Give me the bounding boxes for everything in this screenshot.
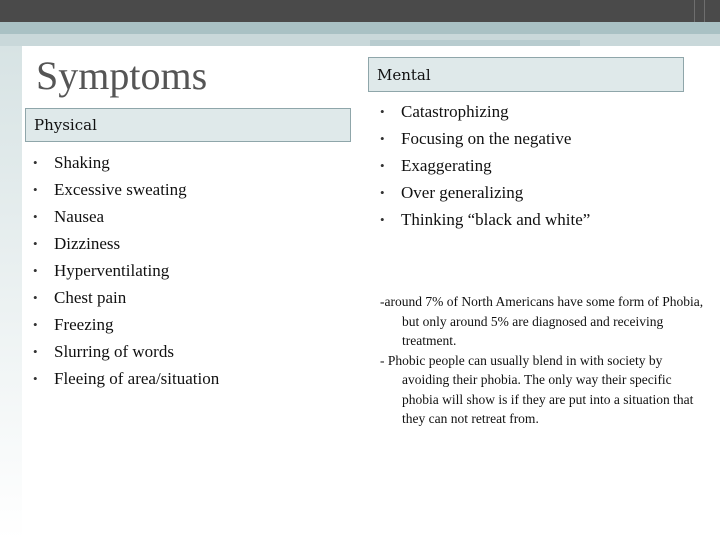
- list-item: • Thinking “black and white”: [375, 206, 590, 233]
- bullet-icon: •: [33, 317, 38, 332]
- mental-header-label: Mental: [377, 65, 431, 84]
- bullet-icon: •: [33, 182, 38, 197]
- slide-title: Symptoms: [36, 53, 208, 98]
- header-bar: [0, 0, 720, 22]
- accent-band-segment: [370, 40, 580, 46]
- bullet-icon: •: [33, 209, 38, 224]
- list-item: • Slurring of words: [28, 338, 219, 365]
- mental-header: [368, 57, 684, 92]
- bullet-icon: •: [380, 131, 385, 146]
- note-paragraph: - Phobic people can usually blend in with society by avoiding their phobia. The only way their specific phobia will show is if they are put into a situation that they can not retreat from.: [380, 352, 694, 426]
- bullet-icon: •: [33, 290, 38, 305]
- bullet-icon: •: [33, 371, 38, 386]
- mental-symptom-list: [375, 98, 590, 233]
- list-item: • Nausea: [28, 203, 219, 230]
- list-item: • Shaking: [28, 149, 219, 176]
- bullet-icon: •: [380, 185, 385, 200]
- bullet-icon: •: [33, 344, 38, 359]
- left-accent-strip: [0, 46, 22, 540]
- note-paragraph: -around 7% of North Americans have some form of Phobia, but only around 5% are diagnosed and receiving treatment.: [380, 294, 704, 348]
- bullet-icon: •: [380, 212, 385, 227]
- list-item: • Excessive sweating: [28, 176, 219, 203]
- bullet-icon: •: [380, 158, 385, 173]
- bullet-icon: •: [380, 104, 385, 119]
- list-item: • Hyperventilating: [28, 257, 219, 284]
- list-item: • Over generalizing: [375, 179, 590, 206]
- bullet-icon: •: [33, 263, 38, 278]
- header-divider: [704, 0, 705, 22]
- physical-symptom-list: [28, 149, 219, 392]
- header-divider: [694, 0, 695, 22]
- accent-band: [0, 22, 720, 34]
- list-item: • Focusing on the negative: [375, 125, 590, 152]
- list-item: • Catastrophizing: [375, 98, 590, 125]
- list-item: • Fleeing of area/situation: [28, 365, 219, 392]
- list-item: • Dizziness: [28, 230, 219, 257]
- physical-header: [25, 108, 351, 142]
- list-item: • Chest pain: [28, 284, 219, 311]
- physical-header-label: Physical: [34, 116, 97, 134]
- list-item: • Freezing: [28, 311, 219, 338]
- list-item: • Exaggerating: [375, 152, 590, 179]
- accent-band-light: [0, 34, 720, 46]
- bullet-icon: •: [33, 155, 38, 170]
- notes-text: [380, 292, 710, 429]
- bullet-icon: •: [33, 236, 38, 251]
